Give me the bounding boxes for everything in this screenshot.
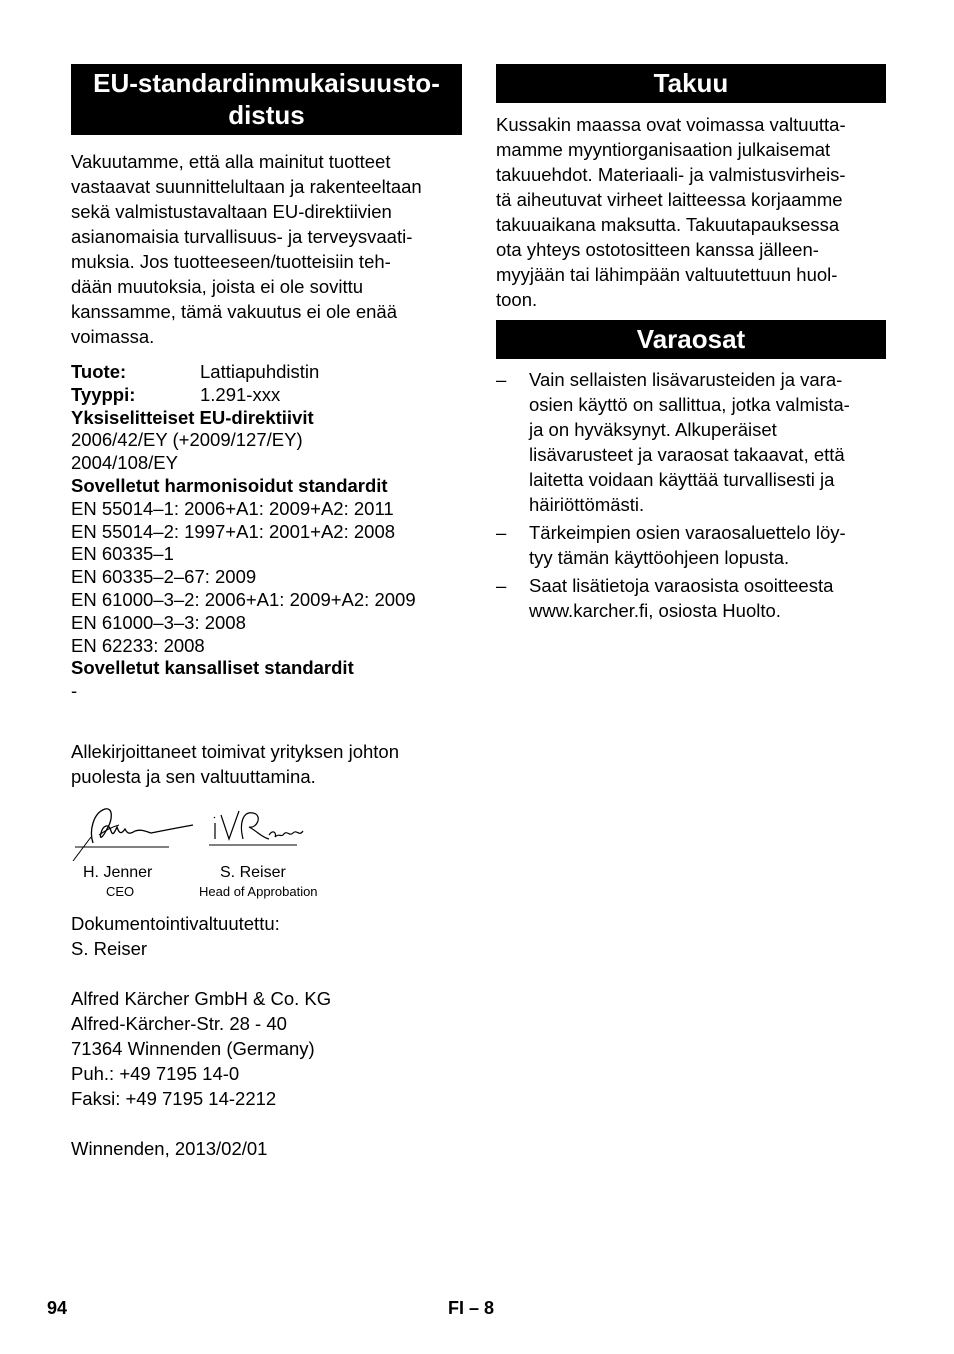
- declaration-column: [71, 64, 462, 1161]
- warranty-text: Kussakin maassa ovat voimassa valtuutta- mamme myyntiorganisaation julkaisemat takuuehdot. Materiaali- ja valmistusvirheis- tä aiheutuvat virheet laitteessa korjaamme takuuaikana maksutta. Takuutapauksessa ota yhteys ostotositteen kanssa jälleen- myyjään tai lähimpään valtuutettuun huol- toon.: [496, 114, 846, 310]
- signature-reiser: [209, 803, 309, 853]
- directive-item: 2006/42/EY (+2009/127/EY): [71, 429, 303, 451]
- list-item: – Vain sellaisten lisävarusteiden ja vara- osien käyttö on sallittua, jotka valmista- ja on hyväksynyt. Alkuperäiset lisävarusteet ja varaosat takaavat, että laitetta voidaan käyttää turvallisesti ja häiriöttömästi.: [496, 369, 850, 515]
- type-row: Tyyppi: 1.291-xxx: [71, 383, 281, 405]
- standard-item: EN 62233: 2008: [71, 634, 205, 656]
- directives-heading: Yksiselitteiset EU-direktiivit: [71, 406, 314, 428]
- standard-item: EN 55014–1: 2006+A1: 2009+A2: 2011: [71, 497, 394, 519]
- standard-item: EN 55014–2: 1997+A1: 2001+A2: 2008: [71, 520, 396, 542]
- list-item: – Saat lisätietoja varaosista osoitteesta www.karcher.fi, osiosta Huolto.: [496, 575, 834, 621]
- standard-item: EN 60335–2–67: 2009: [71, 566, 257, 588]
- signatures: [71, 801, 462, 899]
- page-number: 94: [47, 1298, 68, 1318]
- spare-parts-list: [496, 367, 886, 623]
- spare-parts-heading: Varaosat: [496, 320, 886, 359]
- warranty-heading: Takuu: [496, 64, 886, 103]
- signer1-role: CEO: [106, 883, 135, 899]
- place-date: Winnenden, 2013/02/01: [71, 1137, 268, 1159]
- dash-bullet: –: [496, 369, 507, 390]
- directive-item: 2004/108/EY: [71, 452, 178, 474]
- company-address: Alfred Kärcher GmbH & Co. KG Alfred-Kärcher-Str. 28 - 40 71364 Winnenden (Germany) Puh.: +49 7195 14-0 Faksi: +49 7195 14-2212: [71, 987, 332, 1109]
- dash-bullet: –: [496, 575, 507, 596]
- warranty-column: [496, 64, 886, 623]
- national-heading: Sovelletut kansalliset standardit: [71, 657, 354, 679]
- signature-jenner: [71, 801, 201, 861]
- section-indicator: FI – 8: [448, 1298, 495, 1318]
- standard-item: EN 61000–3–3: 2008: [71, 611, 246, 633]
- documentation-authority: Dokumentointivaltuutettu: S. Reiser: [71, 912, 280, 959]
- list-item: – Tärkeimpien osien varaosaluettelo löy- tyy tämän käyttöohjeen lopusta.: [496, 522, 846, 568]
- declaration-heading: EU-standardinmukaisuusto- distus: [71, 64, 462, 135]
- signer2-name: S. Reiser: [220, 863, 286, 881]
- signer1-name: H. Jenner: [83, 863, 153, 881]
- dash-bullet: –: [496, 522, 507, 543]
- harmonised-heading: Sovelletut harmonisoidut standardit: [71, 474, 388, 496]
- national-value: -: [71, 680, 78, 702]
- standard-item: EN 61000–3–2: 2006+A1: 2009+A2: 2009: [71, 588, 416, 610]
- product-row: Tuote: Lattiapuhdistin: [71, 361, 320, 382]
- standard-item: EN 60335–1: [71, 543, 174, 565]
- declaration-intro: Vakuutamme, että alla mainitut tuotteet vastaavat suunnittelultaan ja rakenteeltaan sekä valmistustavaltaan EU-direktiivien asianomaisia turvallisuus- ja terveysvaati- muksia. Jos tuotteeseen/tuotteisiin teh- dään muutoksia, joista ei ole sovittu kanssamme, tämä vakuutus ei ole enää voimassa.: [71, 151, 422, 347]
- product-spec: [71, 361, 462, 703]
- signer2-role: Head of Approbation: [199, 883, 318, 899]
- signers-text: Allekirjoittaneet toimivat yrityksen johton puolesta ja sen valtuuttamina.: [71, 740, 400, 787]
